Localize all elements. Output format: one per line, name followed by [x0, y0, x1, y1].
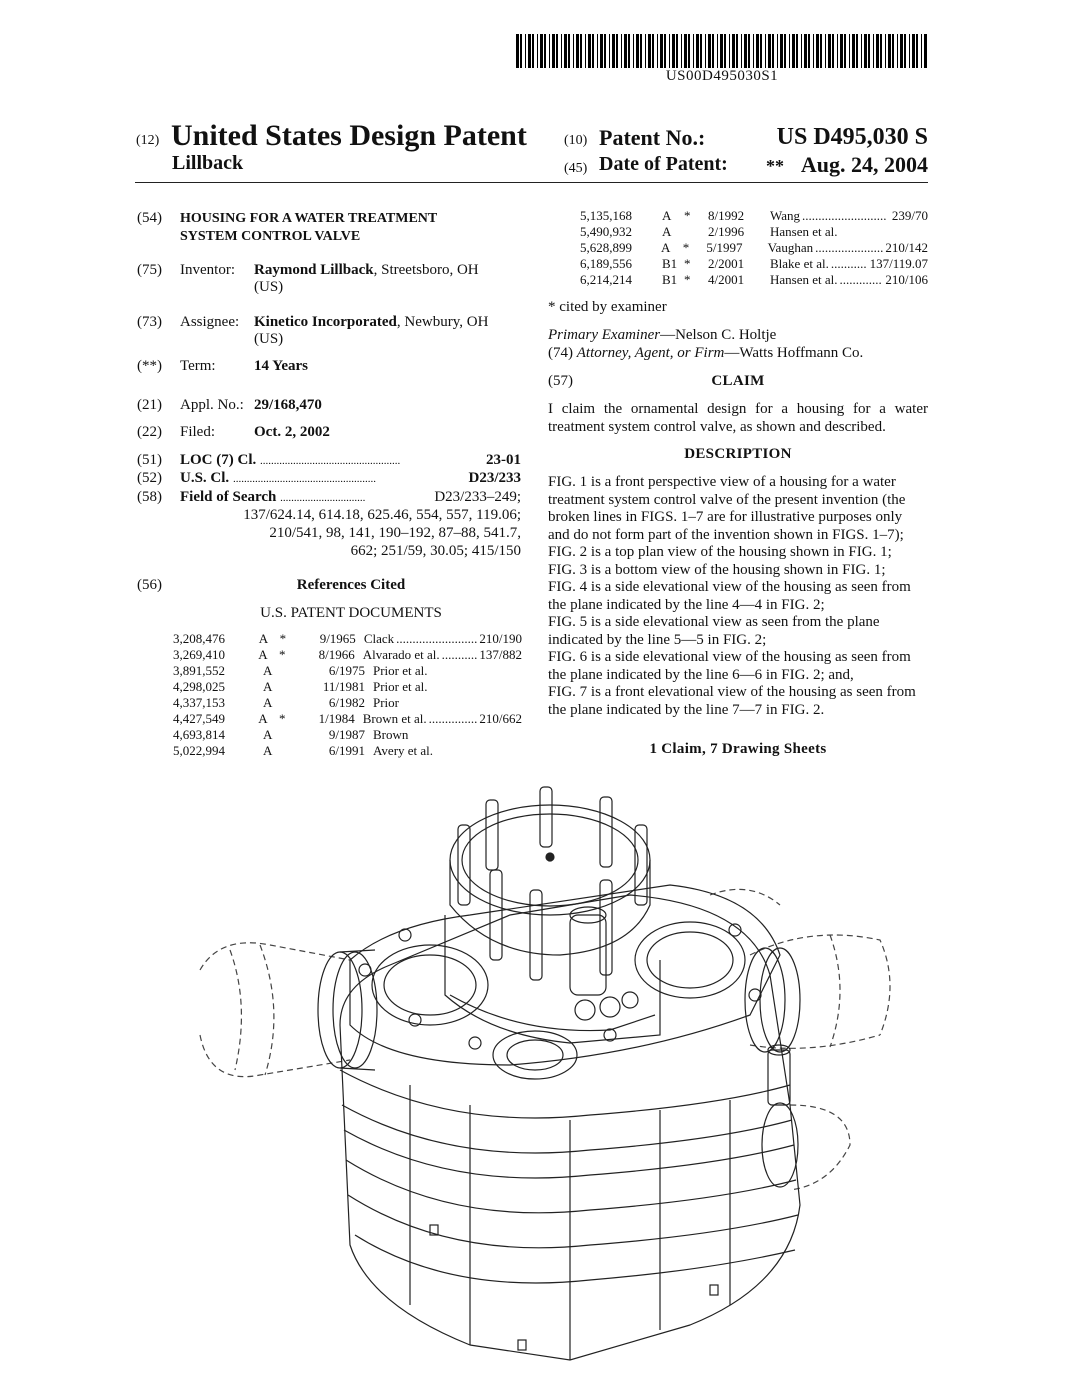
- reference-star: *: [279, 711, 286, 726]
- description-title: DESCRIPTION: [684, 446, 792, 462]
- reference-date: 9/1965: [319, 631, 356, 646]
- reference-leader-dots: [428, 679, 522, 695]
- reference-leader-dots: [433, 743, 522, 759]
- reference-star: [285, 663, 307, 679]
- reference-number: 3,891,552: [173, 663, 225, 678]
- description-line: the plane indicated by the line 7—7 in FIG. 2.: [548, 701, 825, 718]
- description-line: FIG. 1 is a front perspective view of a housing for a water: [548, 474, 896, 490]
- inventor-surname: Lillback: [172, 152, 244, 174]
- reference-leader-dots: [838, 224, 928, 240]
- us-class-value: D23/233: [466, 470, 522, 488]
- reference-row: [580, 208, 928, 224]
- reference-date: 9/1987: [328, 727, 365, 742]
- reference-number: 4,693,814: [173, 727, 225, 742]
- patent-number: US D495,030 S: [776, 124, 928, 150]
- claim-text-2: treatment system control valve, as shown and described.: [548, 419, 886, 435]
- reference-date: 6/1991: [328, 743, 365, 758]
- code-75: (75): [137, 262, 162, 278]
- reference-name: Brown et al.: [362, 711, 427, 726]
- valve-housing-drawing: [190, 785, 910, 1370]
- claims-summary: 1 Claim, 7 Drawing Sheets: [649, 741, 827, 757]
- reference-number: 3,269,410: [173, 647, 225, 662]
- reference-date: 8/1992: [708, 208, 745, 223]
- reference-number: 4,427,549: [173, 711, 225, 726]
- code-10: (10): [564, 133, 588, 148]
- reference-star: [285, 743, 307, 759]
- reference-date: 2/1996: [708, 224, 745, 239]
- reference-kind: A: [263, 727, 273, 742]
- term-value: 14 Years: [254, 358, 309, 374]
- reference-number: 3,208,476: [173, 631, 225, 646]
- assignee-label: Assignee:: [180, 314, 240, 330]
- description-line: broken lines in FIGS. 1–7 are for illustrative purposes only: [548, 509, 903, 525]
- reference-number: 6,214,214: [580, 272, 632, 287]
- reference-name: Avery et al.: [373, 743, 434, 758]
- description-line: and do not form part of the invention shown in FIGS. 1–7);: [548, 526, 904, 543]
- reference-class: 210/106: [885, 272, 928, 287]
- reference-kind: A: [662, 208, 672, 223]
- document-title: United States Design Patent: [171, 119, 527, 152]
- patent-no-label: Patent No.:: [599, 125, 706, 150]
- reference-class: 137/882: [479, 647, 523, 662]
- field-search-row: Field of Search ...............................: [180, 489, 366, 505]
- reference-class: 210/190: [479, 631, 523, 646]
- claim-text-1: I claim the ornamental design for a housing for a water: [548, 401, 928, 417]
- reference-star: [285, 695, 307, 711]
- reference-number: 5,022,994: [173, 743, 225, 758]
- title-line-1: HOUSING FOR A WATER TREATMENT: [180, 211, 438, 226]
- reference-star: *: [684, 272, 691, 287]
- description-line: the plane indicated by the line 6—6 in FIG. 2; and,: [548, 666, 854, 683]
- right-pipe-broken-lines: [710, 889, 890, 1190]
- description-line: FIG. 7 is a front elevational view of the housing as seen from: [548, 684, 916, 700]
- reference-name: Blake et al.: [770, 256, 829, 271]
- field-search-value-3: 210/541, 98, 141, 190–192, 87–88, 541.7,: [269, 525, 521, 541]
- appl-no-label: Appl. No.:: [180, 397, 244, 413]
- filed-value: Oct. 2, 2002: [254, 424, 330, 440]
- reference-row: [173, 743, 522, 759]
- reference-row: [173, 679, 522, 695]
- code-21: (21): [137, 397, 162, 413]
- reference-number: 4,337,153: [173, 695, 225, 710]
- reference-leader-dots: ...........: [441, 647, 478, 662]
- date-label: Date of Patent:: [599, 153, 728, 175]
- reference-date: 6/1982: [328, 695, 365, 710]
- patent-date: Aug. 24, 2004: [800, 152, 928, 177]
- reference-leader-dots: [399, 695, 522, 711]
- header-rule: [135, 182, 928, 183]
- assignee-value: Kinetico Incorporated, Newbury, OH: [254, 314, 489, 330]
- reference-star: [285, 727, 307, 743]
- reference-name: Hansen et al.: [770, 272, 838, 287]
- reference-row: [580, 240, 928, 256]
- code-12: (12): [136, 133, 160, 148]
- loc-class-value: 23-01: [483, 452, 521, 470]
- reference-name: Alvarado et al.: [362, 647, 440, 662]
- reference-row: [173, 647, 522, 663]
- reference-number: 5,490,932: [580, 224, 632, 239]
- code-term: (**): [137, 358, 162, 374]
- reference-kind: A: [263, 663, 273, 678]
- inventor-country: (US): [254, 279, 284, 295]
- reference-kind: A: [258, 647, 268, 662]
- right-post: [768, 1045, 790, 1105]
- reference-kind: B1: [662, 256, 678, 271]
- field-search-value-2: 137/624.14, 614.18, 625.46, 554, 557, 119.06;: [243, 507, 521, 523]
- reference-name: Clack: [363, 631, 395, 646]
- reference-name: Prior: [373, 695, 399, 710]
- inventor-label: Inventor:: [180, 262, 235, 278]
- reference-name: Prior et al.: [373, 663, 428, 678]
- inventor-value: Raymond Lillback, Streetsboro, OH: [254, 262, 479, 278]
- reference-date: 4/2001: [708, 272, 745, 287]
- reference-row: [580, 224, 928, 240]
- reference-number: 5,135,168: [580, 208, 632, 223]
- code-56: (56): [137, 577, 162, 593]
- reference-leader-dots: .........................: [396, 631, 478, 646]
- description-line: FIG. 2 is a top plan view of the housing shown in FIG. 1;: [548, 544, 892, 560]
- references-cited-title: References Cited: [296, 577, 406, 593]
- reference-row: [173, 711, 522, 727]
- reference-date: 2/2001: [708, 256, 745, 271]
- description-line: FIG. 3 is a bottom view of the housing shown in FIG. 1;: [548, 561, 886, 578]
- claim-title: CLAIM: [711, 373, 765, 389]
- code-52: (52): [137, 470, 162, 486]
- description-line: FIG. 6 is a side elevational view of the housing as seen from: [548, 649, 911, 665]
- term-label: Term:: [180, 358, 216, 374]
- reference-star: [684, 224, 708, 240]
- reference-kind: A: [660, 240, 671, 255]
- barcode-number: US00D495030S1: [665, 68, 779, 84]
- us-patent-documents-title: U.S. PATENT DOCUMENTS: [260, 605, 442, 621]
- reference-leader-dots: [408, 727, 522, 743]
- reference-name: Vaughan: [767, 240, 814, 255]
- reference-class: 137/119.07: [869, 256, 928, 271]
- field-search-value-4: 662; 251/59, 30.05; 415/150: [350, 543, 521, 559]
- reference-number: 5,628,899: [580, 240, 632, 255]
- reference-date: 6/1975: [328, 663, 365, 678]
- code-58: (58): [137, 489, 162, 505]
- field-search-value-1: D23/233–249;: [431, 489, 521, 507]
- code-22: (22): [137, 424, 162, 440]
- reference-leader-dots: .............: [839, 272, 882, 287]
- code-51: (51): [137, 452, 162, 468]
- date-marker: **: [766, 156, 784, 176]
- filed-label: Filed:: [180, 424, 216, 440]
- description-line: FIG. 4 is a side elevational view of the housing as seen from: [548, 579, 911, 595]
- reference-leader-dots: ...........: [830, 256, 867, 271]
- code-45: (45): [564, 161, 588, 176]
- reference-leader-dots: .....................: [815, 240, 884, 255]
- reference-kind: A: [263, 695, 273, 710]
- reference-row: [173, 727, 522, 743]
- reference-row: [173, 663, 522, 679]
- reference-star: [285, 679, 307, 695]
- barcode: [516, 34, 928, 68]
- reference-row: [173, 631, 522, 647]
- reference-class: 210/662: [479, 711, 523, 726]
- reference-star: *: [684, 256, 691, 271]
- reference-name: Brown: [373, 727, 409, 742]
- left-reference-list: [173, 631, 522, 759]
- reference-kind: A: [258, 711, 268, 726]
- code-57: (57): [548, 373, 573, 389]
- reference-date: 11/1981: [322, 679, 365, 694]
- right-reference-list: [580, 208, 928, 288]
- right-connector: [745, 948, 800, 1187]
- code-54: (54): [137, 210, 162, 226]
- valve-head: [445, 787, 660, 1043]
- reference-star: *: [279, 631, 287, 646]
- reference-number: 6,189,556: [580, 256, 632, 271]
- loc-class-row: LOC (7) Cl. ...................................................: [180, 452, 401, 468]
- reference-name: Prior et al.: [373, 679, 428, 694]
- reference-kind: B1: [662, 272, 678, 287]
- reference-row: [580, 272, 928, 288]
- reference-row: [173, 695, 522, 711]
- appl-no-value: 29/168,470: [254, 397, 322, 413]
- reference-leader-dots: [428, 663, 522, 679]
- reference-class: 239/70: [891, 208, 928, 223]
- reference-kind: A: [263, 679, 273, 694]
- description-body: [548, 474, 928, 719]
- attorney-line: (74) Attorney, Agent, or Firm—Watts Hoffmann Co.: [548, 345, 864, 361]
- reference-date: 5/1997: [706, 240, 743, 255]
- plate-bolts: [359, 924, 761, 1049]
- assignee-country: (US): [254, 331, 284, 347]
- description-line: treatment system control valve of the present invention (the: [548, 491, 906, 508]
- reference-leader-dots: ...............: [428, 711, 478, 726]
- us-class-row: U.S. Cl. ....................................................: [180, 470, 376, 486]
- reference-number: 4,298,025: [173, 679, 225, 694]
- reference-kind: A: [662, 224, 672, 239]
- reference-date: 1/1984: [318, 711, 355, 726]
- title-line-2: SYSTEM CONTROL VALVE: [180, 229, 361, 244]
- description-line: indicated by the line 5—5 in FIG. 2;: [548, 631, 767, 648]
- reference-name: Wang: [770, 208, 800, 223]
- reference-date: 8/1966: [318, 647, 355, 662]
- description-line: FIG. 5 is a side elevational view as seen from the plane: [548, 614, 880, 630]
- reference-row: [580, 256, 928, 272]
- reference-star: *: [682, 240, 690, 255]
- cited-by-examiner: * cited by examiner: [548, 299, 667, 315]
- reference-name: Hansen et al.: [770, 224, 838, 239]
- description-line: the plane indicated by the line 4—4 in FIG. 2;: [548, 596, 825, 613]
- reference-kind: A: [263, 743, 273, 758]
- reference-star: *: [684, 208, 691, 223]
- reference-kind: A: [258, 631, 269, 646]
- primary-examiner: Primary Examiner—Nelson C. Holtje: [548, 327, 777, 343]
- reference-star: *: [279, 647, 286, 662]
- reference-leader-dots: ..........................: [802, 208, 887, 223]
- code-73: (73): [137, 314, 162, 330]
- reference-class: 210/142: [885, 240, 928, 255]
- left-connector: [318, 950, 377, 1070]
